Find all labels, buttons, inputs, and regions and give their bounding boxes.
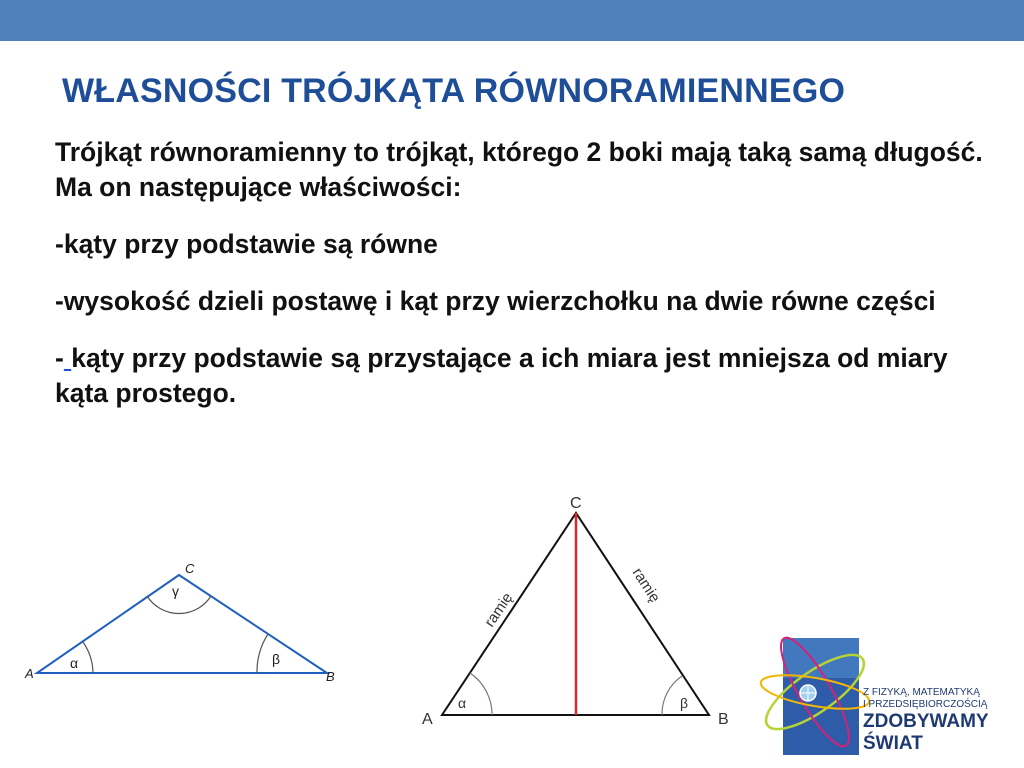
left-angle-alpha-arc bbox=[83, 642, 93, 673]
left-angle-beta: β bbox=[272, 651, 281, 667]
logo-line-2: I PRZEDSIĘBIORCZOŚCIĄ bbox=[863, 699, 988, 710]
property-3-dash: - bbox=[55, 343, 64, 373]
right-angle-beta-arc bbox=[662, 676, 682, 715]
right-angle-beta: β bbox=[680, 695, 689, 711]
right-vertex-a: A bbox=[422, 711, 433, 728]
left-angle-gamma-arc bbox=[147, 596, 211, 614]
property-3-text: kąty przy podstawie są przystające a ich miara jest mniejsza od miary kąta prostego. bbox=[55, 343, 948, 408]
property-1: -kąty przy podstawie są równe bbox=[55, 229, 438, 259]
logo-line-3: ZDOBYWAMY bbox=[863, 711, 989, 732]
left-vertex-c: C bbox=[185, 561, 195, 576]
logo-line-1: Z FIZYKĄ, MATEMATYKĄ bbox=[863, 687, 980, 698]
project-logo bbox=[756, 630, 874, 755]
right-triangle-diagram bbox=[422, 495, 729, 728]
left-angle-alpha: α bbox=[70, 655, 79, 671]
intro-paragraph: Trójkąt równoramienny to trójkąt, którego 2 boki mają taką samą długość. Ma on następujące właściwości: bbox=[55, 137, 983, 202]
right-side-right-label: ramię bbox=[628, 564, 664, 606]
right-vertex-c: C bbox=[570, 495, 582, 512]
slide-title: WŁASNOŚCI TRÓJKĄTA RÓWNORAMIENNEGO bbox=[62, 72, 846, 110]
left-angle-beta-arc bbox=[257, 634, 268, 673]
left-vertex-a: A bbox=[25, 666, 34, 681]
property-2: -wysokość dzieli postawę i kąt przy wierzchołku na dwie równe części bbox=[55, 286, 936, 316]
right-angle-alpha: α bbox=[458, 695, 467, 711]
left-vertex-b: B bbox=[326, 669, 335, 684]
right-angle-alpha-arc bbox=[470, 673, 492, 715]
left-triangle-diagram bbox=[24, 561, 335, 684]
logo-line-4: ŚWIAT bbox=[863, 733, 923, 754]
left-triangle-shape bbox=[37, 575, 327, 673]
right-side-left-label: ramię bbox=[481, 589, 517, 631]
left-angle-gamma: γ bbox=[172, 583, 179, 599]
right-vertex-b: B bbox=[718, 711, 729, 728]
